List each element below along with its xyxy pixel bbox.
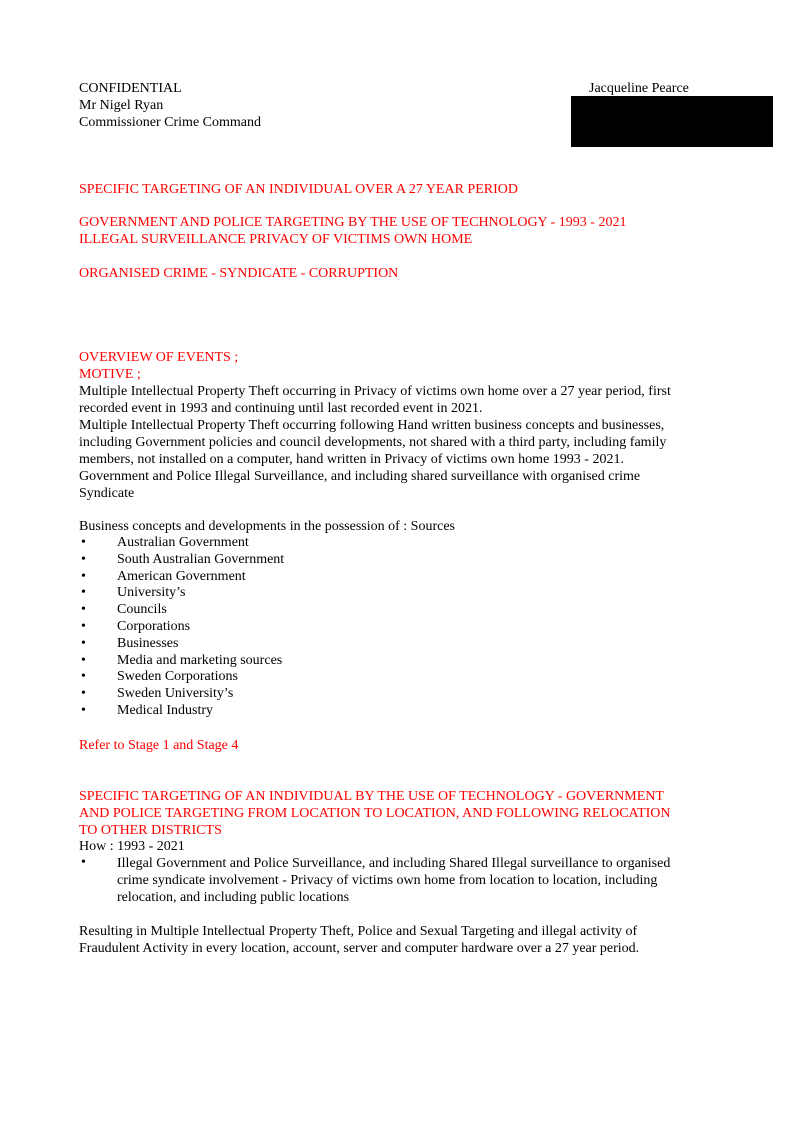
overview-para2-line3: members, not installed on a computer, hand written in Privacy of victims own home 1993 - 2021. bbox=[79, 452, 624, 467]
overview-para2-line2: including Government policies and council developments, not shared with a third party, including family bbox=[79, 435, 667, 450]
redaction-block bbox=[571, 96, 773, 147]
heading-targeting-period: SPECIFIC TARGETING OF AN INDIVIDUAL OVER A 27 YEAR PERIOD bbox=[79, 182, 518, 197]
how-label: How : 1993 - 2021 bbox=[79, 839, 185, 854]
result-line1: Resulting in Multiple Intellectual Property Theft, Police and Sexual Targeting and illegal activity of bbox=[79, 924, 638, 939]
bullet-icon: • bbox=[81, 635, 86, 651]
bullet-icon: • bbox=[81, 686, 86, 702]
overview-body bbox=[79, 383, 719, 502]
list-item: • Australian Government bbox=[81, 535, 249, 550]
bullet-icon: • bbox=[81, 568, 86, 584]
recipient-name: Mr Nigel Ryan bbox=[79, 98, 164, 113]
overview-para1-line2: recorded event in 1993 and continuing until last recorded event in 2021. bbox=[79, 401, 483, 416]
section2-heading-line1: SPECIFIC TARGETING OF AN INDIVIDUAL BY THE USE OF TECHNOLOGY - GOVERNMENT bbox=[79, 789, 664, 804]
list-item: • Councils bbox=[81, 602, 167, 618]
motive-title: MOTIVE ; bbox=[79, 367, 141, 382]
sender-name: Jacqueline Pearce bbox=[589, 81, 689, 96]
list-item: • Sweden University’s bbox=[81, 686, 234, 702]
heading-technology-line2: ILLEGAL SURVEILLANCE PRIVACY OF VICTIMS OWN HOME bbox=[79, 232, 473, 247]
bullet-icon: • bbox=[81, 618, 86, 634]
list-item: • South Australian Government bbox=[81, 551, 285, 567]
bullet-icon: • bbox=[81, 602, 86, 618]
bullet-icon: • bbox=[81, 702, 86, 718]
sources-intro: Business concepts and developments in the possession of : Sources bbox=[79, 519, 456, 534]
bullet-icon: • bbox=[81, 535, 86, 550]
overview-title: OVERVIEW OF EVENTS ; bbox=[79, 350, 239, 365]
recipient-title: Commissioner Crime Command bbox=[79, 115, 261, 130]
how-list bbox=[79, 855, 719, 906]
list-item: • American Government bbox=[81, 568, 246, 584]
list-item: • Medical Industry bbox=[81, 702, 214, 718]
overview-para3-line2: Syndicate bbox=[79, 486, 135, 501]
heading-organised-crime: ORGANISED CRIME - SYNDICATE - CORRUPTION bbox=[79, 266, 399, 281]
refer-stages: Refer to Stage 1 and Stage 4 bbox=[79, 738, 239, 753]
bullet-icon: • bbox=[81, 652, 86, 668]
list-item: • Businesses bbox=[81, 635, 179, 651]
sources-list bbox=[79, 535, 284, 720]
confidential-label: CONFIDENTIAL bbox=[79, 81, 182, 96]
bullet-icon: • bbox=[81, 855, 86, 870]
list-item: • University’s bbox=[81, 585, 186, 601]
heading-technology-line1: GOVERNMENT AND POLICE TARGETING BY THE USE OF TECHNOLOGY - 1993 - 2021 bbox=[79, 215, 627, 230]
section2-heading-line3: TO OTHER DISTRICTS bbox=[79, 823, 222, 838]
list-item: • Sweden Corporations bbox=[81, 669, 238, 685]
list-item: • Corporations bbox=[81, 618, 191, 634]
bullet-icon: • bbox=[81, 585, 86, 601]
overview-para3-line1: Government and Police Illegal Surveillance, and including shared surveillance with organised crime bbox=[79, 469, 641, 484]
overview-para2-line1: Multiple Intellectual Property Theft occurring following Hand written business concepts and businesses, bbox=[79, 418, 665, 433]
result-line2: Fraudulent Activity in every location, account, server and computer hardware over a 27 year period. bbox=[79, 941, 640, 956]
overview-para1-line1: Multiple Intellectual Property Theft occurring in Privacy of victims own home over a 27 year period, first bbox=[79, 384, 671, 399]
list-item: • Media and marketing sources bbox=[81, 652, 283, 668]
how-item: Illegal Government and Police Surveillance, and including Shared Illegal surveillance to organised crime syndicate involvement - Privacy of victims own home from location to location, including relocation, and including public locations bbox=[117, 856, 671, 905]
section2-heading-line2: AND POLICE TARGETING FROM LOCATION TO LOCATION, AND FOLLOWING RELOCATION bbox=[79, 806, 671, 821]
bullet-icon: • bbox=[81, 551, 86, 567]
bullet-icon: • bbox=[81, 669, 86, 685]
